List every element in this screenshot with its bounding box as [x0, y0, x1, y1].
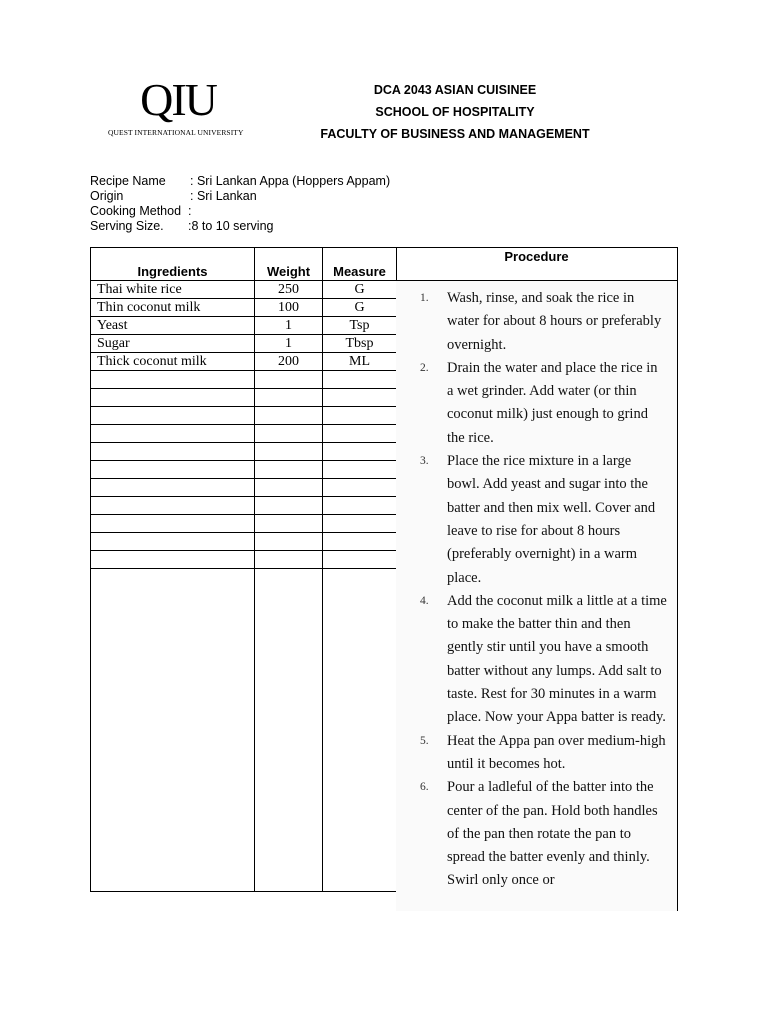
empty-cell — [323, 443, 397, 461]
procedure-step — [420, 450, 667, 590]
empty-cell — [91, 515, 255, 533]
ingredient-name: Yeast — [91, 317, 255, 335]
empty-table-row — [91, 461, 397, 479]
step-number: 4. — [420, 594, 429, 607]
step-text: Pour a ladleful of the batter into the center of the pan. Hold both handles of the pan then rotate the pan to spread the batter evenly and thinly. Swirl only once or — [447, 779, 658, 889]
empty-cell — [255, 461, 323, 479]
ingredient-weight: 250 — [255, 281, 323, 299]
ingredients-header-row — [91, 248, 397, 281]
logo-mark: QIU — [140, 74, 216, 125]
ingredient-measure: Tsp — [323, 317, 397, 335]
step-text: Place the rice mixture in a large bowl. Add yeast and sugar into the batter and then mix well. Cover and leave to rise for about 8 hours (preferably overnight) in a warm place. — [447, 453, 656, 586]
empty-cell — [255, 497, 323, 515]
empty-cell — [323, 479, 397, 497]
empty-cell — [323, 551, 397, 569]
procedure-step — [420, 287, 667, 357]
university-logo — [104, 74, 244, 142]
empty-cell — [323, 569, 397, 892]
ingredient-measure: ML — [323, 353, 397, 371]
empty-cell — [91, 407, 255, 425]
empty-cell — [255, 389, 323, 407]
table-row — [91, 353, 397, 371]
empty-cell — [91, 479, 255, 497]
empty-cell — [255, 425, 323, 443]
serving-size-value: :8 to 10 serving — [188, 219, 274, 233]
empty-cell — [323, 389, 397, 407]
course-title: DCA 2043 ASIAN CUISINEE — [373, 83, 537, 97]
step-text: Drain the water and place the rice in a wet grinder. Add water (or thin coconut milk) just enough to grind the rice. — [447, 359, 658, 446]
table-row — [91, 281, 397, 299]
empty-cell — [91, 569, 255, 892]
recipe-name-value: : Sri Lankan Appa (Hoppers Appam) — [190, 174, 391, 188]
empty-cell — [323, 371, 397, 389]
measure-column-header: Measure — [323, 248, 397, 281]
empty-cell — [255, 533, 323, 551]
empty-table-row — [91, 533, 397, 551]
empty-cell — [91, 443, 255, 461]
ingredient-weight: 1 — [255, 317, 323, 335]
empty-table-row — [91, 551, 397, 569]
step-text: Add the coconut milk a little at a time to make the batter thin and then gently stir until you have a smooth batter without any lumps. Add salt to taste. Rest for 30 minutes in a warm place. Now your Appa batter is ready. — [447, 592, 667, 726]
school-name: SCHOOL OF HOSPITALITY — [375, 105, 535, 119]
faculty-name: FACULTY OF BUSINESS AND MANAGEMENT — [320, 127, 590, 141]
serving-size-label: Serving Size. — [90, 219, 164, 233]
empty-cell — [91, 425, 255, 443]
ingredient-name: Thick coconut milk — [91, 353, 255, 371]
ingredients-table — [90, 247, 397, 892]
empty-cell — [323, 425, 397, 443]
ingredient-weight: 100 — [255, 299, 323, 317]
ingredient-weight: 200 — [255, 353, 323, 371]
step-number: 6. — [420, 781, 429, 794]
empty-cell — [255, 515, 323, 533]
step-text: Wash, rinse, and soak the rice in water for about 8 hours or preferably overnight. — [447, 290, 662, 353]
empty-cell — [323, 533, 397, 551]
cooking-method-label: Cooking Method — [90, 204, 182, 218]
ingredients-column-header: Ingredients — [91, 248, 255, 281]
empty-cell — [91, 371, 255, 389]
ingredient-measure: G — [323, 281, 397, 299]
empty-table-row — [91, 407, 397, 425]
empty-cell — [255, 407, 323, 425]
step-number: 3. — [420, 455, 429, 468]
procedure-step — [420, 357, 667, 450]
empty-table-row — [91, 497, 397, 515]
table-row — [91, 335, 397, 353]
empty-table-row — [91, 371, 397, 389]
ingredient-name: Sugar — [91, 335, 255, 353]
recipe-name-label: Recipe Name — [90, 174, 166, 188]
empty-cell — [91, 497, 255, 515]
procedure-step — [420, 730, 667, 777]
empty-cell — [91, 389, 255, 407]
ingredient-name: Thin coconut milk — [91, 299, 255, 317]
empty-table-row — [91, 425, 397, 443]
origin-value: : Sri Lankan — [190, 189, 257, 203]
empty-cell — [323, 407, 397, 425]
empty-cell — [323, 497, 397, 515]
origin-label: Origin — [90, 189, 124, 203]
empty-cell — [255, 479, 323, 497]
ingredient-measure: Tbsp — [323, 335, 397, 353]
ingredient-weight: 1 — [255, 335, 323, 353]
step-number: 1. — [420, 292, 429, 304]
empty-cell — [255, 551, 323, 569]
ingredient-measure: G — [323, 299, 397, 317]
empty-cell — [91, 533, 255, 551]
empty-table-row — [91, 443, 397, 461]
empty-table-row — [91, 389, 397, 407]
procedure-steps-list — [396, 287, 677, 893]
empty-table-row — [91, 479, 397, 497]
procedure-panel — [396, 247, 678, 911]
empty-cell — [323, 461, 397, 479]
procedure-title: Procedure — [396, 248, 677, 281]
ingredient-name: Thai white rice — [91, 281, 255, 299]
weight-column-header: Weight — [255, 248, 323, 281]
procedure-step — [420, 776, 667, 892]
cooking-method-value: : — [188, 204, 192, 218]
logo-subtitle: QUEST INTERNATIONAL UNIVERSITY — [108, 128, 244, 137]
empty-cell — [255, 443, 323, 461]
procedure-step — [420, 590, 667, 730]
empty-cell — [323, 515, 397, 533]
table-row — [91, 317, 397, 335]
step-text: Heat the Appa pan over medium-high until it becomes hot. — [447, 732, 666, 772]
empty-table-row-large — [91, 569, 397, 892]
table-row — [91, 299, 397, 317]
empty-cell — [91, 461, 255, 479]
empty-cell — [91, 551, 255, 569]
empty-cell — [255, 569, 323, 892]
empty-cell — [255, 371, 323, 389]
empty-table-row — [91, 515, 397, 533]
procedure-body — [396, 281, 677, 911]
step-number: 5. — [420, 734, 429, 747]
step-number: 2. — [420, 361, 429, 374]
